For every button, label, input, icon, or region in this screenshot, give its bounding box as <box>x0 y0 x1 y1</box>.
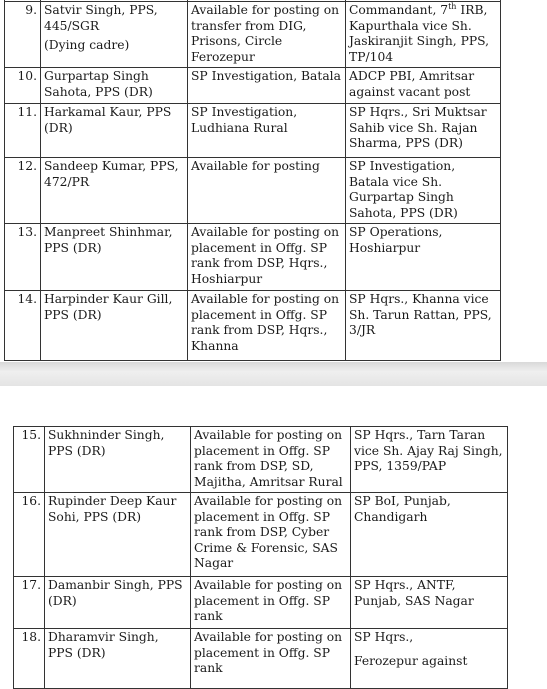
new-posting: SP Hqrs., Khanna vice Sh. Tarun Rattan, PPS, 3/JR <box>346 291 501 361</box>
officer-name-cell <box>41 2 188 68</box>
table-row <box>5 291 501 361</box>
table-row <box>5 68 501 104</box>
new-posting: SP Hqrs., ANTF, Punjab, SAS Nagar <box>351 577 508 629</box>
posting-table-2 <box>13 426 508 689</box>
new-posting: SP Investigation, Batala vice Sh. Gurpartap Singh Sahota, PPS (DR) <box>346 158 501 224</box>
current-posting: Available for posting on transfer from DIG, Prisons, Circle Ferozepur <box>188 2 346 68</box>
serial-number: 13. <box>5 224 41 291</box>
table-row <box>14 493 508 577</box>
document-page-2 <box>0 386 547 673</box>
table-row <box>14 629 508 689</box>
table-row <box>5 158 501 224</box>
officer-name: Dharamvir Singh, PPS (DR) <box>45 629 191 689</box>
table-row <box>14 577 508 629</box>
new-posting: SP Hqrs., Sri Muktsar Sahib vice Sh. Rajan Sharma, PPS (DR) <box>346 104 501 158</box>
serial-number: 14. <box>5 291 41 361</box>
serial-number: 9. <box>5 2 41 68</box>
officer-name: Manpreet Shinhmar, PPS (DR) <box>41 224 188 291</box>
new-posting: SP Hqrs., Tarn Taran vice Sh. Ajay Raj Singh, PPS, 1359/PAP <box>351 427 508 493</box>
new-posting: SP BoI, Punjab, Chandigarh <box>351 493 508 577</box>
officer-name: Harkamal Kaur, PPS (DR) <box>41 104 188 158</box>
serial-number: 16. <box>14 493 45 577</box>
serial-number: 10. <box>5 68 41 104</box>
new-posting: SP Hqrs., Ferozepur against <box>351 629 508 689</box>
new-posting: ADCP PBI, Amritsar against vacant post <box>346 68 501 104</box>
officer-note: (Dying cadre) <box>44 38 130 52</box>
officer-name: Gurpartap Singh Sahota, PPS (DR) <box>41 68 188 104</box>
new-posting: Commandant, 7th IRB, Kapurthala vice Sh. Jaskiranjit Singh, PPS, TP/104 <box>346 2 501 68</box>
serial-number: 11. <box>5 104 41 158</box>
page-break <box>0 362 547 386</box>
current-posting: SP Investigation, Batala <box>188 68 346 104</box>
table-row <box>5 224 501 291</box>
current-posting: Available for posting on placement in Offg. SP rank <box>191 577 351 629</box>
officer-name: Damanbir Singh, PPS (DR) <box>45 577 191 629</box>
officer-name: Satvir Singh, PPS, 445/SGR <box>44 3 158 33</box>
current-posting: SP Investigation, Ludhiana Rural <box>188 104 346 158</box>
new-posting: SP Operations, Hoshiarpur <box>346 224 501 291</box>
table-row <box>5 104 501 158</box>
current-posting: Available for posting on placement in Offg. SP rank from DSP, SD, Majitha, Amritsar Rural <box>191 427 351 493</box>
posting-table-1 <box>4 0 501 361</box>
current-posting: Available for posting on placement in Offg. SP rank <box>191 629 351 689</box>
officer-name: Sukhninder Singh, PPS (DR) <box>45 427 191 493</box>
current-posting: Available for posting on placement in Offg. SP rank from DSP, Cyber Crime & Forensic, SAS Nagar <box>191 493 351 577</box>
current-posting: Available for posting on placement in Offg. SP rank from DSP, Hqrs., Khanna <box>188 291 346 361</box>
serial-number: 18. <box>14 629 45 689</box>
table-row <box>5 2 501 68</box>
serial-number: 15. <box>14 427 45 493</box>
current-posting: Available for posting on placement in Offg. SP rank from DSP, Hqrs., Hoshiarpur <box>188 224 346 291</box>
serial-number: 12. <box>5 158 41 224</box>
serial-number: 17. <box>14 577 45 629</box>
officer-name: Sandeep Kumar, PPS, 472/PR <box>41 158 188 224</box>
officer-name: Rupinder Deep Kaur Sohi, PPS (DR) <box>45 493 191 577</box>
table-row <box>14 427 508 493</box>
current-posting: Available for posting <box>188 158 346 224</box>
officer-name: Harpinder Kaur Gill, PPS (DR) <box>41 291 188 361</box>
